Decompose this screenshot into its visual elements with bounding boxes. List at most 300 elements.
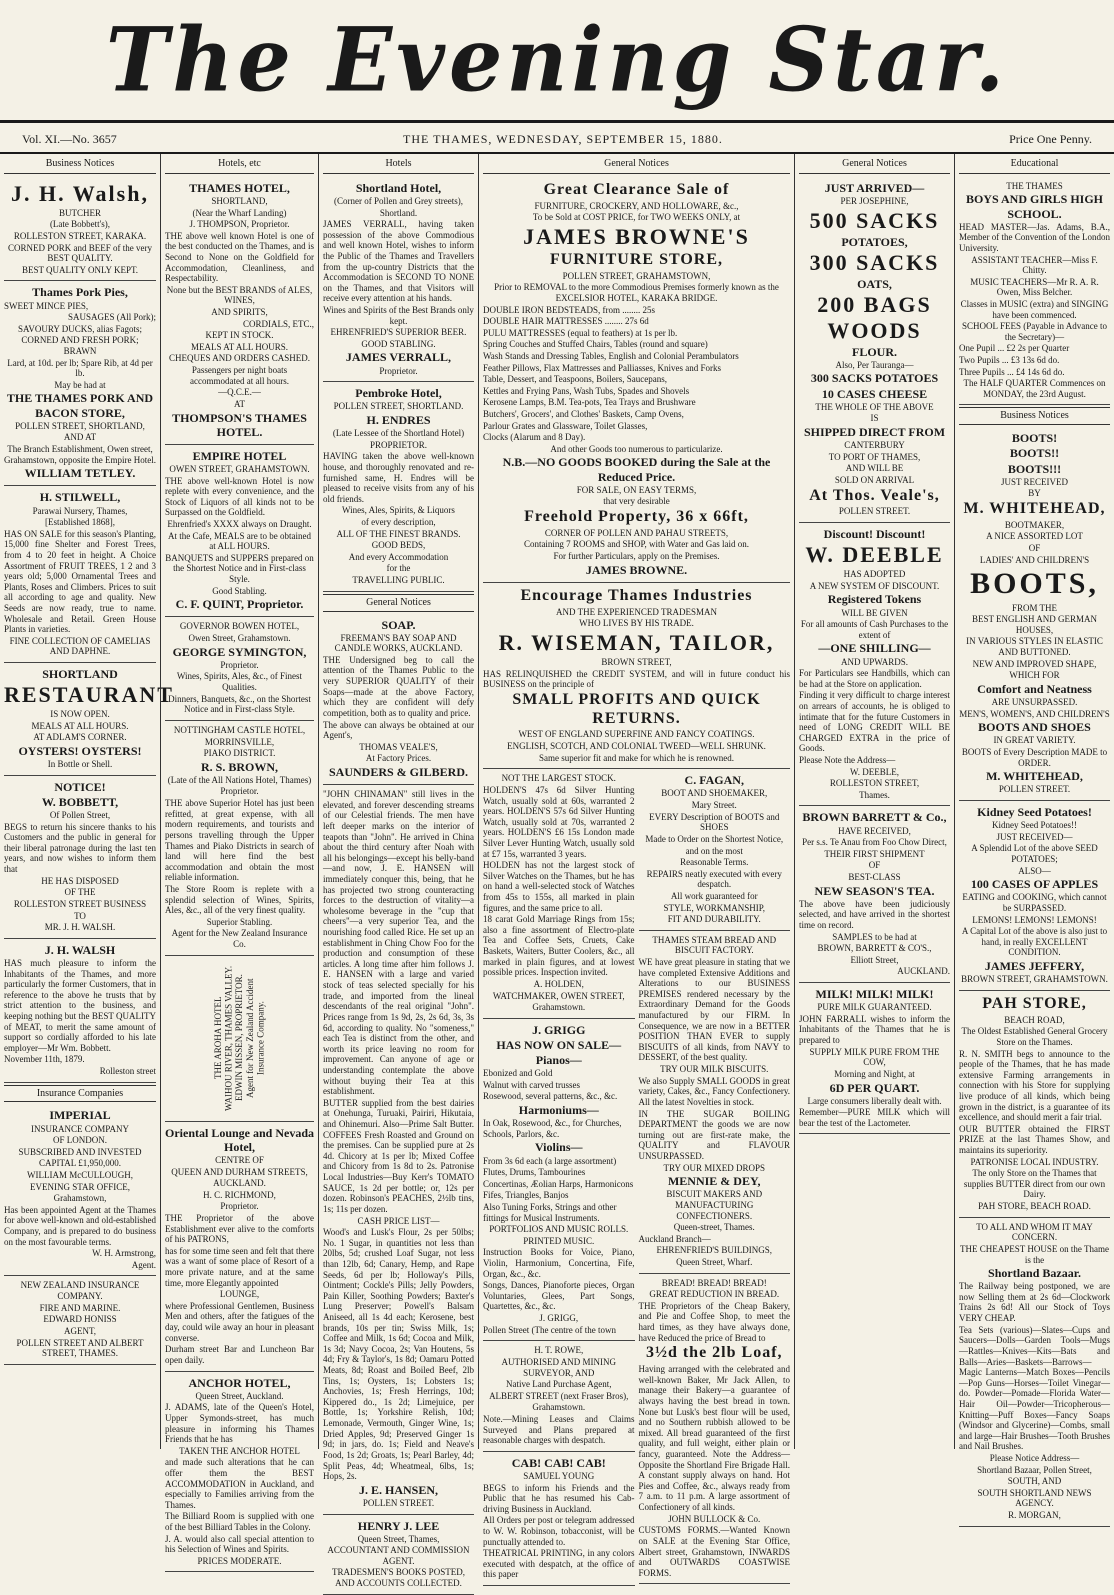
ad-line: For all amounts of Cash Purchases to the extent of [800,619,949,640]
ad-body: BEGS to inform his Friends and the Public that he has resumed his Cab-driving Business in Auckland. [483,1482,635,1514]
ad-line: WATCHMAKER, OWEN STREET, [492,990,625,1001]
ad-line: To be Sold at COST PRICE, for TWO WEEKS ONLY, at [532,212,741,223]
ad-body: BUTTER supplied from the best dairies at Onehunga, Turuaki, Pairiri, Hikutaia, and Ohinemuri. Also—Prime Salt Butter. COFFEES Fresh Roasted and Ground on the premises. Can be supplied pure at 2s 4d. Chicory at 1s per lb; Mixed Coffee and Chicory from 1s 8d to 2s. Patronise Local Industries—Buy Kerr's TOMATO SAUCE, 1s 2d per bottle; or, 12s per dozen. Robinson's PEACHES, 2½lb tins, 1s; 11s per dozen. [323,1097,474,1214]
ad-body: and made such alterations that he can offer them the BEST ACCOMMODATION in Auckland, and especially to Families arriving from the Thames. [165,1457,314,1510]
ad-signature: R. MORGAN, [1008,1510,1061,1521]
ad-line: Owen Street, Grahamstown. [188,633,291,644]
ad-line: TO [74,910,86,921]
ad-line: Also, Per Tauranga— [835,359,914,370]
ad-quantity: 200 BAGS WOODS [817,291,932,343]
ad-line: CASH PRICE LIST— [357,1215,440,1226]
section-heading: Insurance Companies [4,1085,156,1103]
list-item: Three Pupils ... £4 14s 6d do. [959,366,1065,377]
ad-title: Oriental Lounge and Nevada Hotel, [165,1125,315,1154]
ad-line: WILLIAM McCULLOUGH, [27,1170,133,1180]
sub-column-left [483,769,635,1586]
ad-line: H. C. RICHMOND, [203,1189,276,1200]
ad-line: PIAKO DISTRICT. [203,748,276,759]
ad-body: THE above Superior Hotel has just been refitted, at great expense, with all modern requirements, and tourists and persons travelling through the Upper Thames and Piako Districts in search of land will here find the best accommodation and obtain the most reliable information. [165,798,314,883]
ad-line: TAKEN THE ANCHOR HOTEL [179,1445,300,1456]
ad-line: GOOD BEDS, [371,540,426,551]
advert-governor-bowen [165,617,314,720]
ad-line: Agent for the New Zealand Insurance Co. [171,928,308,950]
column-2 [160,154,318,1566]
ad-line: Grahamstown, [53,1193,107,1204]
sub-column-right [639,769,791,1586]
advert-soap [323,614,474,786]
ad-line: WILL BE GIVEN [841,607,908,618]
advert-brown-barrett [799,806,950,983]
ad-line: Same superior fit and make for which he is renowned. [539,752,734,763]
columns [0,154,1114,1589]
advert-deeble [799,523,950,806]
ad-line: PATRONISE LOCAL INDUSTRY. [970,1156,1099,1167]
ad-line: SAVOURY DUCKS, alias Fagots; [17,323,143,334]
ad-body: Has been appointed Agent at the Thames for above well-known and old-established Company, and is prepared to do business on the most favourable terms. [4,1204,156,1247]
ad-title: BOOTS!!! [1007,461,1062,476]
ad-line: Made to Order on the Shortest Notice, [645,833,784,844]
ad-line: FURNITURE, CROCKERY, AND HOLLOWARE, &c., [534,200,739,211]
ad-line: PROPRIETOR. [369,439,428,450]
ad-title: SOAP. [381,617,416,632]
advert-nottingham-castle [165,721,314,956]
ad-line: Mary Street. [691,800,737,811]
ad-line: EVERY Description of BOOTS and SHOES [649,811,780,833]
ad-title: BOYS AND GIRLS HIGH SCHOOL. [965,192,1104,221]
ad-line: BROWN, BARRETT & CO'S., [817,943,932,954]
ad-line: ROLLESTON STREET BUSINESS [13,898,147,909]
list-item: Walnut with carved trusses [483,1079,581,1090]
ad-body: JOHN FARRALL wishes to inform the Inhabitants of the Thames that he is prepared to [799,1013,950,1046]
ad-line: of every description, [361,517,436,528]
ad-line: FIRE AND MARINE. [39,1302,121,1313]
ad-line: MORRINSVILLE, [204,736,275,747]
ad-title: JUST ARRIVED— [824,180,925,195]
list-item: Flutes, Drums, Tambourines [483,1167,586,1178]
ad-line: EVENING STAR OFFICE, [29,1181,131,1192]
ad-body: The Billiard Room is supplied with one of the best Billiard Tables in the Colony. [165,1511,314,1532]
ad-line: A NICE ASSORTED LOT [986,531,1083,542]
ad-body: Wood's and Lusk's Flour, 2s per 50lbs; No. 1 Sugar, in quantities not less than 20lbs, 5d; crushed Loaf Sugar, not less than 12lb, 6d; Canary, Hemp, and Rape Seeds, 6d per lb; Holloway's Pills, Ointment; Cockle's Pills; Jelly Powders, Pain Killer, Soothing Powders; Baxter's Lung Preserver; Powell's Balsam Aniseed, all 1s 4d each; Kerosene, best brands, 10s per tin; Swiss Milk, 1s; Coffee and Milk, 1s 6d; Cocoa and Milk, 1s 3d; Navy Cocoa, 2s; Van Houtens, 5s 4d; Fry & Taylor's, 1s 8d; Oamaru Potted Meats, 8d; Roast and Boiled Beef, 2lb Tins, 1s; Oysters, 1s; Lobsters 1s; Anchovies, 1s; Fresh Herrings, 10d; Kippered do., 1s 2d; Limejuice, per Bottle, 1s; Yorkshire Relish, 10d; Lemonade, Vermouth, Ginger Wine, 1s; Dried Apples, 9d; Preserved Ginger 1s 9d; in jars, do. 1s; Field and Neave's Food, 1s 2d; Groats, 1s; Pearl Barley, 4d; Split Peas, 4d; Wheatmeal, 6lbs, 1s; Hops, 2s. [323,1227,474,1482]
list-item: Table, Dessert, and Teaspoons, Boilers, Saucepans, [483,374,668,385]
list-item: Concertinas, Æolian Harps, Harmonicons [483,1178,634,1189]
advert-walsh [4,177,156,282]
ad-line: STYLE, WORKMANSHIP, [663,902,766,913]
ad-signature: M. WHITEHEAD, [986,769,1083,784]
ad-line: Elliott Street, [850,954,899,965]
place-date: THE THAMES, WEDNESDAY, SEPTEMBER 15, 1880. [402,131,723,146]
ad-line: THE WHOLE OF THE ABOVE [815,401,934,412]
ad-line: A Capital Lot of the above is also just to hand, in really EXCELLENT CONDITION. [961,926,1108,958]
ad-line: Superior Stabling. [206,916,273,927]
advert-tea-hansen [323,785,474,1514]
ad-line: BEST QUALITY ONLY KEPT. [21,264,139,275]
ad-line: POLLEN STREET. [838,506,911,517]
ad-line: SHORTLAND, [211,195,268,206]
list-item: Spring Couches and Stuffed Chairs, Tables (round and square) [483,339,708,350]
ad-signature: SAUNDERS & GILBERD. [328,764,469,779]
ad-line: LOUNGE, [219,1289,260,1300]
ad-line: SUBSCRIBED AND INVESTED [18,1146,142,1157]
ad-body: has for some time seen and felt that there was a want of some place of Resort of a more private nature, and at the same time, more Elegantly appointed [165,1245,314,1288]
ad-body: Remember—PURE MILK which will bear the test of the Lactometer. [799,1107,950,1128]
column-heading: General Notices [483,156,790,174]
ad-line: Reasonable Terms. [680,857,749,868]
ad-title: Shortland Hotel, [355,180,442,195]
newspaper-title: The Evening Star. [105,7,1009,111]
ad-title: PAH STORE, [982,994,1087,1012]
ad-line: Please Notice Address— [989,1453,1080,1464]
ad-line: ENGLISH, SCOTCH, AND COLONIAL TWEED—WELL SHRUNK. [507,741,766,752]
list-item: Kerosene Lamps, B.M. Tea-pots, Tea Trays and Brushware [483,397,696,408]
column-heading: General Notices [799,156,950,174]
ad-line: BOOTS of Every Description MADE to ORDER. [961,747,1108,768]
ad-body: Songs, Dances, Pianoforte pieces, Organ Voluntaries, Glees, Part Songs, Quartettes, &c., &c. [483,1280,635,1312]
ad-body: THE Proprietors of the Cheap Bakery, and Pie and Coffee Shop, to meet the hard times, as they have always done, have Reduced the price of Bread to [638,1300,790,1343]
ad-line: THOMAS VEALE'S, [359,741,438,752]
ad-line: BOOTMAKER, [1004,519,1065,530]
ad-title: Discount! Discount! [823,527,926,542]
ad-line: Auckland Branch— [638,1233,711,1244]
ad-title: R. WISEMAN, TAILOR, [498,629,775,655]
ad-line: FROM THE [1011,602,1058,613]
ad-line: W. H. Armstrong, [92,1248,156,1259]
column-heading: Business Notices [4,156,156,174]
ad-body: The above have been judiciously selected, and have arrived in the shortest time on record. [799,898,950,931]
list-item: Wash Stands and Dressing Tables, English and Colonial Perambulators [483,350,739,361]
ad-line: PRINTED MUSIC. [523,1235,595,1246]
ad-body: WE have great pleasure in stating that we have completed Extensive Additions and Alterations to our BUSINESS PREMISES rendered necessary by the Extraordinary Demand for the Goods manufactured by our FIRM. In Consequence, we are now in a BETTER POSITION THAN EVER to supply BISCUITS of all kinds, from NAVY to DESSERT, of the best quality. [638,957,790,1063]
ad-title: Freehold Property, 36 x 66ft, [524,508,749,525]
price: Price One Penny. [1009,131,1092,146]
ad-quantity: 500 SACKS [809,207,940,233]
ad-line: CORDIALS, ETC., [242,318,314,329]
ad-body: THEATRICAL PRINTING, in any colors executed with despatch, at the office of this paper [483,1548,635,1580]
ad-line: CHEQUES AND ORDERS CASHED. [168,353,311,364]
ad-title: BREAD! BREAD! BREAD! [661,1277,767,1288]
column-1 [0,154,174,1449]
ad-line: AND WILL BE [845,463,904,474]
ad-line: CORNED AND FRESH PORK; BRAWN [21,335,139,356]
ad-line: BUTCHER [58,207,101,218]
ad-line: A NEW SYSTEM OF DISCOUNT. [809,580,940,591]
ad-line: THE CHEAPEST HOUSE on the Thame is the [960,1243,1109,1265]
ad-title: HENRY J. LEE [357,1518,440,1533]
ad-title: GOVERNOR BOWEN HOTEL, [179,621,300,632]
ad-line: ROLLESTON STREET, KARAKA. [13,230,147,241]
ad-line: Thames. [859,789,890,800]
ad-line: FIT AND DURABILITY. [667,914,761,925]
ad-line: ACCOUNTANT AND COMMISSION AGENT. [327,1545,470,1566]
ad-line: Queen-street, Thames. [673,1222,755,1233]
ad-line: for the [386,563,411,574]
list-item: Clocks (Alarum and 8 Day). [483,432,586,443]
rotated-advert [213,963,266,1113]
ad-body: BEGS to return his sincere thanks to his Customers and the public in general for their liberal patronage during the last ten years, and now wishes to inform them that [4,821,156,875]
ad-line: ALL OF THE FINEST BRANDS. [336,528,461,539]
ad-line: Kidney Seed Potatoes!! [992,820,1077,831]
ad-title: SMALL PROFITS AND QUICK RETURNS. [512,690,761,727]
ad-line: NEW SEASON'S TEA. [814,883,935,898]
ad-line: Rolleston street [99,1066,156,1076]
ad-line: Violins— [534,1140,583,1155]
column-4 [478,154,794,1580]
ad-title: THAMES STEAM BREAD AND BISCUIT FACTORY. [652,934,777,956]
ad-line: PORTFOLIOS AND MUSIC ROLLS. [489,1224,629,1235]
ad-body: THE above well known Hotel is one of the best conducted on the Thames, and is Second to None on the Goldfield for Accommodation, Cleanliness, and Respectability. [165,230,314,284]
ad-title: —ONE SHILLING— [818,641,931,656]
ad-line: And every Accommodation [348,551,449,562]
list-item: Parlour Grates and Glassware, Toilet Glasses, [483,420,648,431]
ad-line: GOOD STABLING. [361,338,436,349]
ad-body: The Railway being postponed, we are now Selling them at 2s 6d—Clockwork Trains 2s 6d! All our Stock of Toys VERY CHEAP. [959,1281,1110,1324]
ad-signature: J. GRIGG, [539,1313,579,1324]
advert-cheap-bread [639,1274,791,1585]
ad-title: NOTTINGHAM CASTLE HOTEL, [173,724,306,735]
ad-line: Grahamstown. [532,1002,586,1013]
ad-body: J. A. would also call special attention to his Selection of Wines and Spirits. [165,1533,314,1555]
ad-line: Morning and Night, at [834,1068,915,1079]
masthead [0,0,1114,118]
ad-line: and on the most [685,845,743,856]
ad-line: OYSTERS! OYSTERS! [18,743,142,758]
ad-line: ASSISTANT TEACHER—Miss F. Chitty. [971,254,1098,276]
ad-line: POLLEN STREET. [998,784,1071,795]
ad-body: IN THE SUGAR BOILING DEPARTMENT the goods we are now turning out are first-rate make, the QUALITY and FLAVOUR UNSURPASSED. [638,1108,790,1161]
ad-title: Thames Pork Pies, [32,285,128,300]
ad-line: GEORGE SYMINGTON, [172,644,307,659]
ad-body: HEAD MASTER—Jas. Adams, B.A., Member of the Convention of the London University. [959,221,1110,253]
ad-line: JAMES VERRALL, [345,350,452,365]
ad-line: Queen Street, Wharf. [676,1257,753,1267]
ad-line: Pollen Street (The centre of the town [483,1324,616,1335]
ad-line: WAIHOU RIVER, THAMES VALLEY. [223,965,234,1111]
ad-line: OF [868,860,881,871]
ad-line: FLOUR. [852,344,897,359]
ad-title: J. H. Walsh, [11,180,149,206]
ad-line: FREEMAN'S BAY SOAP AND CANDLE WORKS, AUCKLAND. [334,632,463,654]
ad-line: CAPITAL £1,950,000. [39,1158,121,1169]
ad-title: J. H. WALSH [44,942,116,957]
advert-fagan [639,769,791,930]
ad-line: Queen Street, Auckland. [195,1390,284,1401]
column-heading: Hotels [323,156,474,174]
ad-line: 300 SACKS POTATOES [810,371,939,386]
advert-imperial [4,1104,156,1276]
ad-title: Comfort and Neatness [977,681,1092,696]
ad-line: EDWARD HONISS [43,1314,117,1325]
ad-line: J. THOMPSON, Proprietor. [189,219,290,230]
ad-line: BOOT AND SHOEMAKER, [661,788,768,799]
ad-line: PER JOSEPHINE, [840,195,909,206]
volume-number: Vol. XI.—No. 3657 [22,131,117,146]
ad-line: AND AT [63,432,97,443]
advert-milk [799,983,950,1134]
list-item: Two Pupils ... £3 13s 6d do. [959,355,1060,366]
advert-high-school [959,177,1110,406]
advert-oriental-lounge [165,1122,314,1372]
ad-line: WHICH FOR [1009,670,1060,681]
advert-empire-hotel [165,445,314,618]
ad-line: May be had at [54,379,106,390]
ad-line: FINE COLLECTION OF CAMELIAS AND DAPHNE. [9,635,151,657]
ad-line: Wines, Ales, Spirits, & Liquors [342,505,455,516]
ad-line: CANTERBURY [844,440,905,451]
ad-title: 100 CASES OF APPLES [970,877,1099,892]
ad-line: ALBERT STREET (next Fraser Bros), [489,1390,629,1401]
ad-line: BROWN STREET, [601,656,672,667]
ad-line: Pianos— [535,1053,582,1068]
advert-pork-pies [4,281,156,486]
ad-line: None but the BEST BRANDS of ALES, WINES, [166,284,313,306]
ad-line: AND THE EXPERIENCED TRADESMAN [556,606,717,617]
ad-body: HAS RELINQUISHED the CREDIT SYSTEM, and will in future conduct his BUSINESS on the principle of [483,668,790,690]
ad-body: For Particulars see Handbills, which can be had at the Store on application. [799,668,950,689]
column-5 [794,154,954,1449]
ad-line: A. HOLDEN, [533,978,584,989]
ad-line: (Late Lessee of the Shortland Hotel) [332,428,465,439]
ad-line: TO PORT OF THAMES, [828,451,921,462]
ad-line: Shortland. [379,207,418,218]
ad-line: AT [234,398,245,409]
ad-title: J. GRIGG [532,1022,586,1037]
ad-line: POLLEN STREET, SHORTLAND, [15,420,145,431]
ad-line: THE THAMES [1006,180,1063,191]
ad-line: Parawai Nursery, Thames, [32,505,128,516]
ad-title: M. WHITEHEAD, [963,499,1106,517]
ad-title: NOT THE LARGEST STOCK. [501,773,616,784]
list-item: One Pupil ... £2 2s per Quarter [959,343,1070,354]
ad-line: BEST-CLASS [848,872,901,883]
ad-line: FOR SALE, ON EASY TERMS, [576,484,697,495]
ad-line: (Late Bobbett's), [49,219,111,230]
ad-title: BOOTS! [1011,431,1058,446]
ad-title: H. T. ROWE, [534,1345,584,1356]
ad-signature: WILLIAM TETLEY. [24,466,136,481]
ad-line: —Q.C.E.— [218,387,261,398]
advert-veale-produce [799,177,950,523]
ad-line: GREAT REDUCTION IN BREAD. [649,1289,780,1300]
column-heading: Hotels, etc [165,156,314,174]
masthead-rule [0,120,1114,123]
ad-line: (Corner of Pollen and Grey streets), [334,195,463,206]
ad-line: EHRENFRIED'S BUILDINGS, [656,1245,773,1256]
ad-line: The Oldest Established General Grocery Store on the Thames. [961,1026,1108,1047]
ad-line: QUEEN AND DURHAM STREETS, [171,1166,308,1177]
ad-title: Encourage Thames Industries [520,586,753,604]
ad-body: Tea Sets (various)—Slates—Cups and Saucers—Dolls—Garden Tools—Mugs—Rattles—Knives—Kits—Bats and Balls—Aries—Baskets—Barrows—Magic Lanterns—Match Boxes—Pencils—Pop Guns—Horses—Toilet Vinegar—do. Powder—Pomade—Florida Water—Hair Oil—Powder—Tricopherous—Knitting—Puff Boxes—Fancy Soaps (Windsor and Glycerine)—Combs, small and large—Hair Brushes—Tooth Brushes and Nail Brushes. [959,1324,1110,1452]
ad-line: BANQUETS and SUPPERS prepared on the Shortest Notice and in First-class Style. [165,552,314,585]
ad-line: Per s.s. Te Anau from Foo Chow Direct, [802,837,947,848]
ad-line: Containing 7 ROOMS and SHOP, with Water and Gas laid on. [523,539,750,550]
ad-body: 18 carat Gold Marriage Rings from 15s; also a fine assortment of Electro-plate Tea and Coffee Sets, Cruets, Cake Baskets, Waiters, Butter Coolers, &c., all marked in plain figures, and at lowest possible prices. Inspection invited. [483,914,635,978]
advert-whitehead-boots [959,427,1110,801]
ad-line: WHO LIVES BY HIS TRADE. [579,618,694,629]
ad-line: THOMPSON'S THAMES HOTEL. [172,410,307,439]
ad-line: Of Pollen Street, [49,810,111,821]
ad-line: Proprietor. [220,786,259,797]
ad-signature: JOHN BULLOCK & Co. [668,1513,761,1524]
ad-line: BROWN STREET, GRAHAMSTOWN. [961,974,1108,985]
ad-body: THE above well-known Hotel is now replete with every convenience, and the Stock of Liquors of all kinds not to be Surpassed on the Goldfield. [165,475,314,518]
ad-line: AND UPWARDS. [840,656,908,667]
ad-line: OF THE [64,887,96,898]
list-item: Feather Pillows, Flax Mattresses and Palliasses, Knives and Forks [483,362,721,373]
ad-line: The Branch Establishment, Owen street, Grahamstown, opposite the Empire Hotel. [4,443,156,465]
ad-title: Great Clearance Sale of [543,180,730,198]
advert-bobbett [4,776,156,939]
ad-title: RESTAURANT [4,682,174,708]
ad-line: At the Cafe, MEALS are to be obtained at ALL HOURS. [168,530,311,552]
ad-line: Proprietor. [220,659,259,670]
advert-walsh-notice [4,939,156,1083]
ad-body: CUSTOMS FORMS.—Wanted Known on SALE at the Evening Star Office, Albert street, Grahamstown, INWARDS and OUTWARDS COASTWISE FORMS. [638,1525,790,1578]
ad-line: Shortland Bazaar, Pollen Street, [977,1464,1092,1475]
dateline [0,126,1114,152]
ad-title: Kidney Seed Potatoes! [977,805,1092,820]
ad-body: The Store Room is replete with a splendid selection of Wines, Spirits, Ales, &c., all of the very finest quality. [165,883,314,916]
ad-line: BEST ENGLISH AND GERMAN HOUSES, [971,614,1098,635]
ad-line: SAMPLES to be had at [832,931,917,942]
ad-line: Agent. [131,1259,156,1270]
ad-title: ANCHOR HOTEL, [188,1375,291,1390]
ad-line: AND SPIRITS, [211,307,268,318]
ad-body: "JOHN CHINAMAN" still lives in the elevated, and forever descending streams of our Celestial friends. The men have left deeper marks on the interior of teapots than "John". He arrived in China about the third century after Noah with all his belongings—except his belly-band—and now, J. E. HANSEN will immediately conquer this, being, that he has projected two strong counteracting forces to the destruction of vitality—a wholesome beverage in the "cup that cheers"—a very superior Tea, and the nourishing food called Rice. He set up an establishment in Ching Chow Foo for the production and consumption of these articles. A long time after him follows J. E. HANSEN with a large and varied stock of teas selected specially for his trade, and imported from the lineal descendants of the real original "John". Prices range from 1s 9d, 2s, 2s 6d, 3s, 3s 6d, according to quality. No "someness," each Tea is distinct from the other, and worth its price leaving no room for improvement. Can anyone of age or understanding contemplate the above without buying their Tea at this establishment. [323,789,474,1097]
ad-title: BOOTS AND SHOES [978,720,1091,735]
ad-line: ROLLESTON STREET, [829,778,920,789]
ad-line: BY [1028,488,1041,499]
ad-line: REPAIRS neatly executed with every despatch. [646,868,782,890]
ad-line: BEACH ROAD, [1004,1014,1065,1025]
advert-clearance-sale [483,177,790,583]
ad-line: POLLEN STREET, SHORTLAND. [333,401,464,412]
advert-mennie-dey [639,931,791,1274]
ad-body: HOLDEN has not the largest stock of Silver Watches on the Thames, but he has on hand a well-selected stock of Watches from 45s to 155s, all marked in plain figures, and the same price to all. [483,860,635,913]
ad-line: Classes in MUSIC (extra) and SINGING have been commenced. [960,298,1109,320]
ad-line: In Bottle or Shell. [47,759,113,770]
advert-wiseman [483,583,790,769]
ad-line: IN GREAT VARIETY. [993,735,1076,746]
advert-rowe [483,1341,635,1451]
ad-line: Registered Tokens [827,592,922,607]
ad-title: At Thos. Veale's, [809,486,940,504]
section-heading: Business Notices [959,407,1110,425]
ad-line: For further Particulars, apply on the Premises. [553,551,720,562]
ad-line: MUSIC TEACHERS—Mr R. A. R. Owen, Miss Belcher. [970,276,1099,298]
list-item: Ebonized and Gold [483,1068,553,1079]
ad-line: TO ALL AND WHOM IT MAY CONCERN. [976,1221,1093,1243]
ad-title: BROWN BARRETT & Co., [802,810,947,825]
ad-line: SHIPPED DIRECT FROM [803,424,946,439]
ad-line: Grahamstown. [532,1402,586,1413]
advert-restaurant [4,663,174,776]
ad-title: CAB! CAB! CAB! [511,1455,606,1470]
ad-line: THE THAMES PORK AND BACON STORE, [6,391,154,420]
ad-line: TRY OUR MILK BISCUITS. [660,1064,769,1075]
ad-line: KEPT IN STOCK. [205,330,274,341]
ad-body: We also Supply SMALL GOODS in great variety, Cakes, &c., Fancy Confectionery. All the latest Novelties in stock. [638,1075,790,1107]
ad-line: IS NOW OPEN. [50,709,110,720]
ad-signature: JAMES BROWNE. [585,562,688,577]
ad-title: Shortland Bazaar. [988,1266,1081,1281]
ad-line: AUTHORISED AND MINING SURVEYOR, AND [501,1356,616,1378]
list-item: Rosewood, several patterns, &c., &c. [483,1091,618,1102]
ad-body: All Orders per post or telegram addressed to W. W. Robinson, tobacconist, will be punctually attended to. [483,1515,635,1547]
ad-line: OWEN STREET, GRAHAMSTOWN. [169,464,310,474]
ad-line: Prior to REMOVAL to the more Commodious Premises formerly known as the EXCELSIOR HOTEL, KARAKA BRIDGE. [494,282,779,303]
ad-title: NOTICE! [54,779,106,794]
list-item: Fifes, Triangles, Banjos [483,1190,569,1201]
